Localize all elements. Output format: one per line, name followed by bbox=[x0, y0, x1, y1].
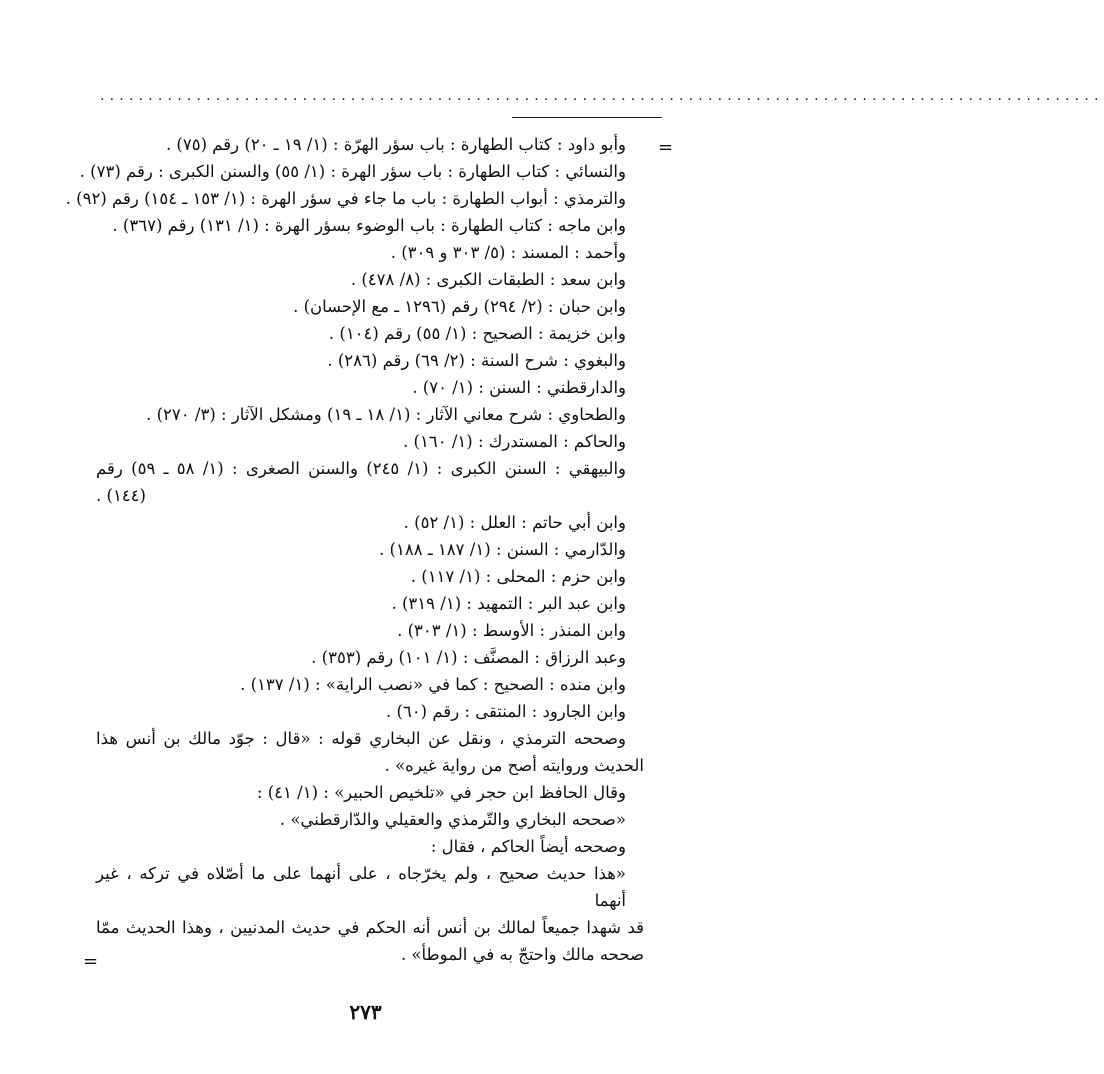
text-line: وابن حبان : (٢/ ٢٩٤) رقم (١٢٩٦ ـ مع الإحسان) . bbox=[293, 297, 626, 316]
text-line: صححه مالك واحتجّ به في الموطأ» . bbox=[400, 945, 644, 964]
text-line: وابن المنذر : الأوسط : (١/ ٣٠٣) . bbox=[397, 621, 626, 640]
text-line: والترمذي : أبواب الطهارة : باب ما جاء في سؤر الهرة : (١/ ١٥٣ ـ ١٥٤) رقم (٩٢) . bbox=[65, 189, 626, 208]
page-number: ٢٧٣ bbox=[349, 1000, 382, 1024]
text-line: وابن حزم : المحلى : (١/ ١١٧) . bbox=[410, 567, 626, 586]
text-line: والنسائي : كتاب الطهارة : باب سؤر الهرة : (١/ ٥٥) والسنن الكبرى : رقم (٧٣) . bbox=[79, 162, 626, 181]
text-line: وقال الحافظ ابن حجر في «تلخيص الحبير» : (١/ ٤١) : bbox=[256, 783, 626, 802]
text-line: وابن عبد البر : التمهيد : (١/ ٣١٩) . bbox=[391, 594, 626, 613]
text-line: وابن خزيمة : الصحيح : (١/ ٥٥) رقم (١٠٤) . bbox=[328, 324, 626, 343]
text-line: وصححه الترمذي ، ونقل عن البخاري قوله : «قال : جوّد مالك بن أنس هذا bbox=[96, 729, 626, 748]
continuation-mark-top: = bbox=[658, 137, 674, 158]
text-line: والحاكم : المستدرك : (١/ ١٦٠) . bbox=[403, 432, 626, 451]
text-line: والبغوي : شرح السنة : (٢/ ٦٩) رقم (٢٨٦) . bbox=[327, 351, 626, 370]
text-line: وأبو داود : كتاب الطهارة : باب سؤر الهرّة : (١/ ١٩ ـ ٢٠) رقم (٧٥) . bbox=[165, 135, 626, 154]
text-line: وأحمد : المسند : (٥/ ٣٠٣ و ٣٠٩) . bbox=[390, 243, 626, 262]
text-line: «هذا حديث صحيح ، ولم يخرّجاه ، على أنهما على ما أصّلاه في تركه ، غير أنهما bbox=[96, 864, 626, 910]
text-line: (١٤٤) . bbox=[96, 486, 146, 505]
text-line: وابن سعد : الطبقات الكبرى : (٨/ ٤٧٨) . bbox=[350, 270, 626, 289]
text-line: والطحاوي : شرح معاني الآثار : (١/ ١٨ ـ ١٩) ومشكل الآثار : (٣/ ٢٧٠) . bbox=[146, 405, 626, 424]
header-dots: ........................................................................................................ bbox=[100, 88, 1104, 104]
text-line: الحديث وروايته أصح من رواية غيره» . bbox=[384, 756, 644, 775]
text-line: والدارقطني : السنن : (١/ ٧٠) . bbox=[412, 378, 626, 397]
text-line: وابن الجارود : المنتقى : رقم (٦٠) . bbox=[385, 702, 626, 721]
text-line: وابن ماجه : كتاب الطهارة : باب الوضوء بسؤر الهرة : (١/ ١٣١) رقم (٣٦٧) . bbox=[112, 216, 626, 235]
text-line: وصححه أيضاً الحاكم ، فقال : bbox=[430, 837, 626, 856]
footnote-rule bbox=[512, 117, 662, 118]
text-line: والبيهقي : السنن الكبرى : (١/ ٢٤٥) والسنن الصغرى : (١/ ٥٨ ـ ٥٩) رقم bbox=[96, 459, 626, 478]
text-line: وابن أبي حاتم : العلل : (١/ ٥٢) . bbox=[403, 513, 626, 532]
text-line: وعبد الرزاق : المصنَّف : (١/ ١٠١) رقم (٣٥٣) . bbox=[311, 648, 626, 667]
footnote-body bbox=[65, 131, 644, 968]
text-line: وابن منده : الصحيح : كما في «نصب الراية» : (١/ ١٣٧) . bbox=[240, 675, 626, 694]
text-line: قد شهدا جميعاً لمالك بن أنس أنه الحكم في حديث المدنيين ، وهذا الحديث ممّا bbox=[96, 918, 644, 937]
text-line: «صححه البخاري والتّرمذي والعقيلي والدّارقطني» . bbox=[279, 810, 626, 829]
continuation-mark-bottom: = bbox=[83, 951, 99, 972]
text-line: والدّارمي : السنن : (١/ ١٨٧ ـ ١٨٨) . bbox=[379, 540, 626, 559]
